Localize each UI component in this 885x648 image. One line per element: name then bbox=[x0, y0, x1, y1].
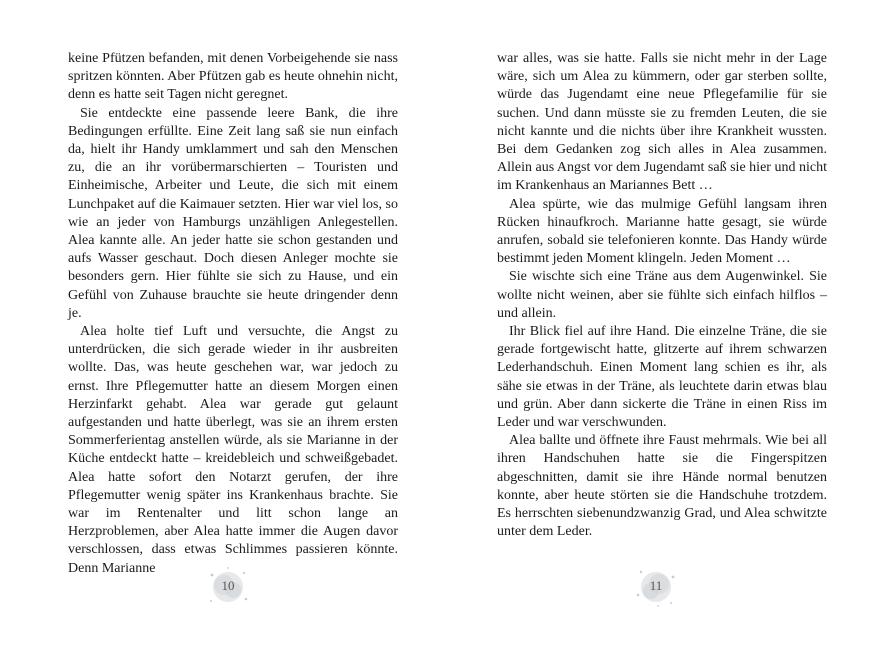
paragraph: Alea spürte, wie das mulmige Gefühl langsam ihren Rücken hinaufkroch. Marianne hatte gesagt, sie würde anrufen, sobald sie telefonieren konnte. Das Handy würde bestimmt jeden Moment klingeln. Jeden Moment … bbox=[497, 196, 827, 267]
page-number: 10 bbox=[221, 578, 235, 593]
page-number-left bbox=[206, 565, 250, 609]
paragraph: Alea ballte und öffnete ihre Faust mehrmals. Wie bei all ihren Handschuhen hatte sie die Fingerspitzen abgeschnitten, damit sie ihre Hände normal benutzen konnte, aber heute störten sie die Handschuhe trotzdem. Es herrschten siebenundzwanzig Grad, und Alea schwitzte unter dem Leder. bbox=[497, 433, 827, 540]
right-page bbox=[497, 50, 827, 541]
left-page bbox=[68, 50, 398, 578]
page-number-right bbox=[634, 565, 678, 609]
paragraph: war alles, was sie hatte. Falls sie nicht mehr in der Lage wäre, sich um Alea zu kümmern, oder gar sterben sollte, würde das Jugendamt eine neue Pflegefamilie für sie suchen. Und dann müsste sie zu fremden Leuten, die sie nicht kannte und die nichts über ihre Krankheit wussten. Bei dem Gedanken zog sich alles in Alea zusammen. Allein aus Angst vor dem Jugendamt saß sie hier und nicht im Krankenhaus an Mariannes Bett … bbox=[497, 51, 827, 194]
paragraph: Ihr Blick fiel auf ihre Hand. Die einzelne Träne, die sie gerade fortgewischt hatte, glitzerte auf ihrem schwarzen Lederhandschuh. Einen Moment lang schien es ihr, als sähe sie etwas in der Träne, als leuchtete darin etwas blau und grün. Aber dann sickerte die Träne in einen Riss im Leder und war verschwunden. bbox=[497, 324, 827, 431]
page-number: 11 bbox=[649, 578, 663, 593]
paragraph: Sie wischte sich eine Träne aus dem Augenwinkel. Sie wollte nicht weinen, aber sie fühlte sich einfach hilflos – und allein. bbox=[497, 269, 827, 321]
paragraph: Sie entdeckte eine passende leere Bank, die ihre Bedingungen erfüllte. Eine Zeit lang saß sie nun einfach da, hielt ihr Handy umklammert und sah den Menschen zu, die an ihr vorübermarschierten – Touristen und Einheimische, Arbeiter und Leute, die sich mit einem Lunchpaket auf die Kaimauer setzten. Hier war viel los, so wie an jeder von Hamburgs unzähligen Anlegestellen. Alea kannte alle. An jeder hatte sie schon gestanden und aufs Wasser geschaut. Doch diesen Anleger mochte sie besonders gern. Hier fühlte sie sich zu Hause, und ein Gefühl von Zuhause brauchte sie heute dringender denn je. bbox=[68, 105, 398, 321]
paragraph: keine Pfützen befanden, mit denen Vorbeigehende sie nass spritzen könnten. Aber Pfützen gab es heute ohnehin nicht, denn es hatte seit Tagen nicht geregnet. bbox=[68, 51, 398, 103]
paragraph: Alea holte tief Luft und versuchte, die Angst zu unterdrücken, die sich gerade wieder in ihr ausbreiten wollte. Das, was heute geschehen war, war jedoch zu ernst. Ihre Pflegemutter hatte an diesem Morgen einen Herzinfarkt gehabt. Alea war gerade gut gelaunt aufgestanden und hatte überlegt, was sie an ihrem ersten Sommerferientag anstellen würde, als sie Marianne in der Küche entdeckt hatte – kreidebleich und schweißgebadet. Alea hatte sofort den Notarzt gerufen, der ihre Pflegemutter wenig später ins Krankenhaus brachte. Sie war im Rentenalter und litt schon lange an Herzproblemen, aber Alea hatte immer die Augen davor verschlossen, dass etwas Schlimmes passieren könnte. Denn Marianne bbox=[68, 324, 398, 576]
